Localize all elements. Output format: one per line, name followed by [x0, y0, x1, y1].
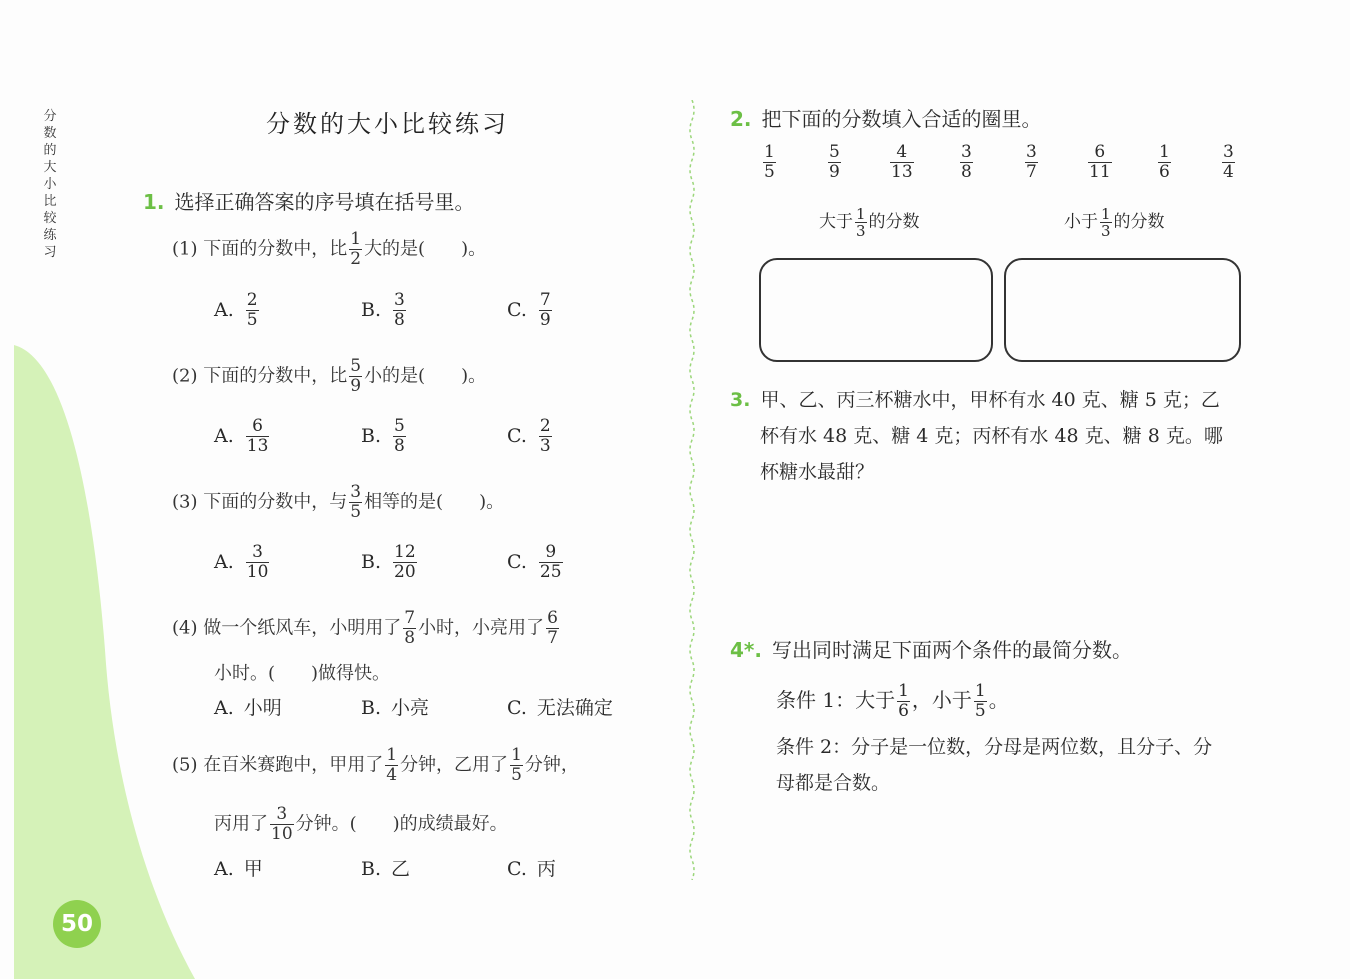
question-4-condition-1 — [776, 682, 1009, 721]
fraction — [890, 143, 914, 182]
side-title — [40, 108, 60, 261]
fraction — [828, 143, 841, 182]
question-4 — [730, 635, 1132, 665]
fraction — [1158, 143, 1171, 182]
fraction — [1088, 143, 1112, 182]
item-text: 丙用了 — [214, 813, 268, 835]
numerator: 6 — [547, 608, 558, 628]
side-title-char: 小 — [43, 177, 57, 192]
denominator: 9 — [829, 162, 840, 182]
question-text: 选择正确答案的序号填在括号里。 — [174, 190, 475, 214]
question-4-condition-2: 条件 2：分子是一位数，分母是两位数，且分子、分 — [776, 736, 1213, 758]
option-c[interactable] — [507, 291, 554, 330]
fraction-item — [1156, 143, 1173, 182]
numerator: 5 — [350, 356, 362, 376]
page-title: 分数的大小比较练习 — [266, 110, 509, 138]
fraction — [510, 746, 523, 785]
option-text: 小明 — [243, 697, 282, 719]
denominator: 5 — [246, 310, 258, 330]
fraction-item — [958, 143, 975, 182]
option-text: 甲 — [243, 858, 263, 880]
numerator: 4 — [890, 143, 914, 163]
item-text: 相等的是( )。 — [364, 491, 505, 513]
side-title-char: 较 — [43, 211, 57, 226]
fraction — [1222, 143, 1235, 182]
denominator: 6 — [1159, 162, 1170, 182]
fraction — [403, 609, 416, 648]
numerator: 1 — [764, 142, 775, 162]
item-label: (4) — [172, 617, 198, 639]
question-1-item-2 — [172, 357, 486, 396]
denominator: 3 — [856, 222, 866, 240]
denominator: 2 — [350, 249, 362, 269]
denominator: 4 — [386, 765, 398, 785]
option-letter: A. — [214, 298, 234, 321]
numerator: 1 — [974, 681, 986, 701]
numerator: 6 — [1088, 143, 1112, 163]
label-text: 的分数 — [1113, 212, 1165, 232]
fraction — [385, 746, 398, 785]
question-text: 把下面的分数填入合适的圈里。 — [761, 107, 1042, 131]
question-3-line-3: 杯糖水最甜？ — [760, 461, 875, 483]
side-title-char: 练 — [43, 228, 57, 243]
page-number-badge: 50 — [53, 900, 101, 948]
option-c[interactable] — [507, 693, 613, 723]
option-letter: C. — [507, 424, 527, 447]
numerator: 6 — [246, 417, 270, 437]
numerator: 3 — [394, 290, 405, 310]
fraction — [393, 291, 406, 330]
numerator: 3 — [350, 482, 362, 502]
option-letter: A. — [214, 697, 234, 719]
denominator: 10 — [271, 824, 293, 844]
numerator: 1 — [1159, 142, 1170, 162]
numerator: 1 — [856, 205, 866, 223]
numerator: 2 — [539, 416, 551, 436]
numerator: 3 — [270, 805, 294, 825]
question-text: 写出同时满足下面两个条件的最简分数。 — [771, 638, 1132, 662]
fraction — [897, 682, 910, 721]
question-1-item-4-line-2: 小时。( )做得快。 — [214, 663, 391, 684]
condition-text: ，小于 — [911, 688, 972, 712]
item-text: 下面的分数中，比 — [203, 365, 348, 387]
item-label: (1) — [172, 238, 198, 260]
option-letter: C. — [507, 298, 527, 321]
denominator: 5 — [511, 765, 522, 785]
option-letter: B. — [361, 298, 382, 321]
fraction-item — [1086, 143, 1114, 182]
denominator: 8 — [394, 310, 405, 330]
label-text: 的分数 — [868, 212, 920, 232]
denominator: 5 — [350, 502, 362, 522]
fraction — [974, 682, 987, 721]
answer-box-greater[interactable] — [759, 258, 993, 362]
denominator: 20 — [394, 562, 416, 582]
question-3 — [730, 382, 1220, 418]
denominator: 10 — [246, 562, 269, 582]
option-a[interactable] — [214, 417, 271, 456]
option-letter: A. — [214, 550, 234, 573]
denominator: 13 — [891, 162, 913, 182]
question-1-item-5-line-2 — [214, 805, 508, 844]
numerator: 1 — [898, 681, 909, 701]
question-1-item-5 — [172, 746, 579, 785]
numerator: 9 — [539, 543, 563, 563]
denominator: 8 — [961, 162, 972, 182]
numerator: 5 — [394, 416, 405, 436]
item-text: 小的是( )。 — [364, 365, 487, 387]
side-title-char: 习 — [43, 245, 57, 260]
numerator: 3 — [961, 142, 972, 162]
denominator: 9 — [350, 376, 362, 396]
option-a[interactable] — [214, 693, 282, 723]
numerator: 3 — [1223, 142, 1234, 162]
question-3-line-2: 杯有水 48 克、糖 4 克；丙杯有水 48 克、糖 8 克。哪 — [760, 425, 1223, 447]
question-number: 4*. — [730, 638, 762, 662]
fraction — [349, 230, 362, 269]
condition-text: 。 — [988, 688, 1009, 712]
side-title-char: 比 — [43, 194, 57, 209]
item-text: 分钟，乙用了 — [400, 754, 509, 776]
fraction — [270, 805, 294, 844]
numerator: 7 — [539, 290, 551, 310]
numerator: 1 — [350, 229, 362, 249]
box-left-label — [819, 206, 920, 239]
item-label: (2) — [172, 365, 198, 387]
fraction — [763, 143, 776, 182]
denominator: 3 — [1101, 222, 1111, 240]
option-letter: C. — [507, 697, 527, 719]
side-title-char: 分 — [43, 109, 57, 124]
side-title-char: 的 — [43, 143, 57, 158]
numerator: 5 — [829, 142, 840, 162]
fraction — [539, 291, 552, 330]
option-b[interactable] — [361, 543, 419, 582]
option-c[interactable] — [507, 417, 554, 456]
option-b[interactable] — [361, 417, 408, 456]
fraction — [246, 291, 259, 330]
question-1 — [143, 187, 475, 217]
numerator: 1 — [386, 745, 398, 765]
numerator: 2 — [246, 290, 258, 310]
option-b[interactable] — [361, 693, 429, 723]
item-label: (5) — [172, 754, 198, 776]
fraction — [393, 417, 406, 456]
option-c[interactable] — [507, 854, 556, 884]
option-a[interactable] — [214, 543, 271, 582]
fraction-item — [1023, 143, 1040, 182]
question-text: 甲、乙、丙三杯糖水中，甲杯有水 40 克、糖 5 克；乙 — [760, 389, 1220, 411]
fraction — [1100, 206, 1112, 239]
fraction-item — [761, 143, 778, 182]
denominator: 9 — [539, 310, 551, 330]
fraction — [246, 417, 270, 456]
side-title-char: 数 — [43, 126, 57, 141]
question-number: 1. — [143, 190, 165, 214]
option-letter: C. — [507, 550, 527, 573]
option-b[interactable] — [361, 291, 408, 330]
condition-text: 条件 1：大于 — [776, 688, 896, 712]
item-text: 大的是( )。 — [364, 238, 487, 260]
option-letter: B. — [361, 697, 382, 719]
item-text: 下面的分数中，比 — [203, 238, 348, 260]
label-text: 小于 — [1064, 212, 1098, 232]
option-b[interactable] — [361, 854, 410, 884]
numerator: 1 — [1101, 205, 1111, 223]
option-text: 无法确定 — [536, 697, 613, 719]
option-letter: B. — [361, 550, 382, 573]
denominator: 11 — [1089, 162, 1111, 182]
item-text: 做一个纸风车，小明用了 — [203, 617, 402, 639]
denominator: 25 — [539, 562, 562, 582]
item-text: 分钟， — [524, 754, 579, 776]
fraction — [349, 483, 362, 522]
fraction — [246, 543, 270, 582]
fraction-item — [826, 143, 843, 182]
question-number: 3. — [730, 389, 751, 411]
denominator: 3 — [539, 436, 551, 456]
question-4-condition-2-line-2: 母都是合数。 — [776, 772, 891, 794]
answer-box-less[interactable] — [1004, 258, 1241, 362]
question-number: 2. — [730, 107, 752, 131]
option-letter: C. — [507, 858, 527, 880]
option-c[interactable] — [507, 543, 565, 582]
fraction-item — [1220, 143, 1237, 182]
denominator: 8 — [404, 628, 416, 648]
fraction — [539, 417, 552, 456]
fraction — [960, 143, 973, 182]
option-text: 乙 — [391, 858, 411, 880]
numerator: 7 — [404, 608, 416, 628]
denominator: 8 — [394, 436, 405, 456]
denominator: 13 — [246, 436, 269, 456]
option-letter: A. — [214, 858, 234, 880]
option-text: 丙 — [536, 858, 556, 880]
denominator: 6 — [898, 701, 909, 721]
denominator: 5 — [764, 162, 775, 182]
option-a[interactable] — [214, 291, 261, 330]
item-text: 小时，小亮用了 — [418, 617, 545, 639]
option-letter: B. — [361, 424, 382, 447]
item-text: 分钟。( )的成绩最好。 — [295, 813, 508, 835]
fraction — [546, 609, 559, 648]
label-text: 大于 — [819, 212, 853, 232]
option-a[interactable] — [214, 854, 263, 884]
numerator: 3 — [246, 543, 270, 563]
fraction — [539, 543, 563, 582]
item-text: 下面的分数中，与 — [203, 491, 348, 513]
fraction-item — [888, 143, 916, 182]
question-1-item-3 — [172, 483, 504, 522]
option-letter: B. — [361, 858, 382, 880]
denominator: 5 — [974, 701, 986, 721]
numerator: 3 — [1026, 142, 1037, 162]
question-1-item-1 — [172, 230, 486, 269]
fraction — [393, 543, 417, 582]
side-title-char: 大 — [43, 160, 57, 175]
denominator: 7 — [1026, 162, 1037, 182]
fraction — [349, 357, 362, 396]
question-2 — [730, 104, 1042, 134]
denominator: 7 — [547, 628, 558, 648]
option-text: 小亮 — [391, 697, 430, 719]
question-1-item-4 — [172, 609, 561, 648]
numerator: 1 — [511, 745, 522, 765]
wavy-divider — [686, 100, 698, 880]
numerator: 12 — [394, 542, 416, 562]
box-right-label — [1064, 206, 1165, 239]
denominator: 4 — [1223, 162, 1234, 182]
option-letter: A. — [214, 424, 234, 447]
item-label: (3) — [172, 491, 198, 513]
fraction — [1025, 143, 1038, 182]
item-text: 在百米赛跑中，甲用了 — [203, 754, 384, 776]
fraction — [855, 206, 867, 239]
